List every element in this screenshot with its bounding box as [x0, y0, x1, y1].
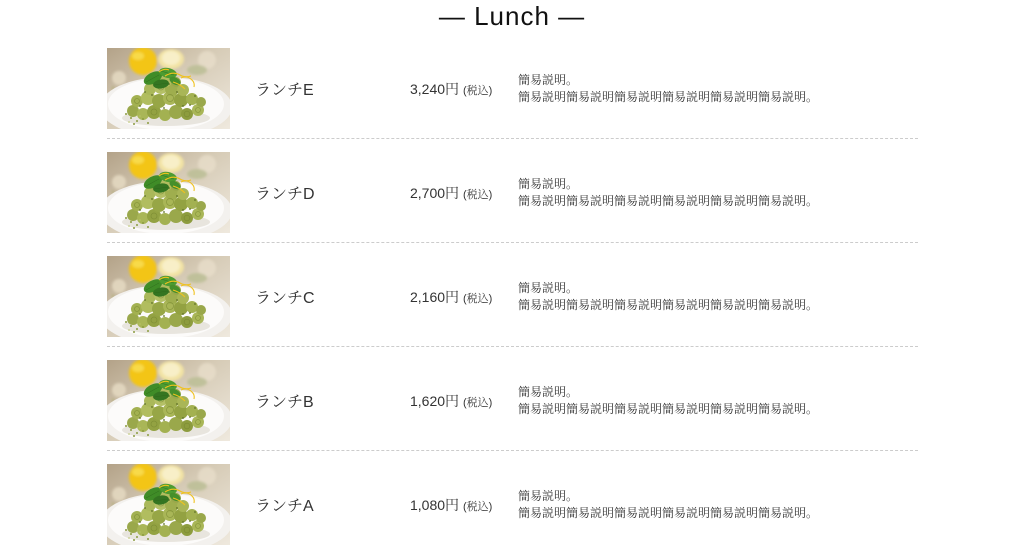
price-amount: 2,700円 [410, 184, 460, 201]
menu-item-description [518, 488, 918, 522]
menu-item-price [410, 287, 495, 307]
menu-item-description [518, 72, 918, 106]
description-line-2: 簡易説明簡易説明簡易説明簡易説明簡易説明簡易説明。 [518, 297, 819, 312]
description-line-2: 簡易説明簡易説明簡易説明簡易説明簡易説明簡易説明。 [518, 401, 819, 416]
row-divider [107, 242, 918, 243]
dish-photo [107, 256, 230, 337]
price-amount: 1,620円 [410, 392, 460, 409]
menu-item-name: ランチC [255, 290, 315, 307]
description-line-2: 簡易説明簡易説明簡易説明簡易説明簡易説明簡易説明。 [518, 505, 819, 520]
tax-included-label: (税込) [462, 292, 493, 305]
dish-photo [107, 152, 230, 233]
description-line-1: 簡易説明。 [518, 384, 579, 399]
row-divider [107, 450, 918, 451]
menu-item-name: ランチB [255, 394, 314, 411]
description-line-2: 簡易説明簡易説明簡易説明簡易説明簡易説明簡易説明。 [518, 193, 819, 208]
price-amount: 1,080円 [410, 496, 460, 513]
dish-photo [107, 48, 230, 129]
menu-item-price [410, 79, 495, 99]
description-line-1: 簡易説明。 [518, 488, 579, 503]
menu-item-row-lunch-c [107, 256, 918, 337]
price-amount: 2,160円 [410, 288, 460, 305]
tax-included-label: (税込) [462, 188, 493, 201]
menu-item-price [410, 391, 495, 411]
page-title: — Lunch — [438, 1, 586, 31]
description-line-1: 簡易説明。 [518, 72, 579, 87]
menu-item-name: ランチE [255, 82, 314, 99]
menu-item-price [410, 495, 495, 515]
menu-item-description [518, 280, 918, 314]
lunch-menu-list [107, 48, 918, 545]
menu-item-price [410, 183, 495, 203]
menu-item-row-lunch-e [107, 48, 918, 129]
description-line-1: 簡易説明。 [518, 280, 579, 295]
menu-item-description [518, 176, 918, 210]
price-amount: 3,240円 [410, 80, 460, 97]
description-line-1: 簡易説明。 [518, 176, 579, 191]
tax-included-label: (税込) [462, 500, 493, 513]
row-divider [107, 138, 918, 139]
tax-included-label: (税込) [462, 84, 493, 97]
menu-item-description [518, 384, 918, 418]
menu-item-row-lunch-b [107, 360, 918, 441]
dish-photo [107, 360, 230, 441]
menu-item-name: ランチD [255, 186, 315, 203]
menu-item-row-lunch-d [107, 152, 918, 233]
menu-item-name: ランチA [255, 498, 314, 515]
description-line-2: 簡易説明簡易説明簡易説明簡易説明簡易説明簡易説明。 [518, 89, 819, 104]
dish-photo [107, 464, 230, 545]
row-divider [107, 346, 918, 347]
tax-included-label: (税込) [462, 396, 493, 409]
menu-item-row-lunch-a [107, 464, 918, 545]
